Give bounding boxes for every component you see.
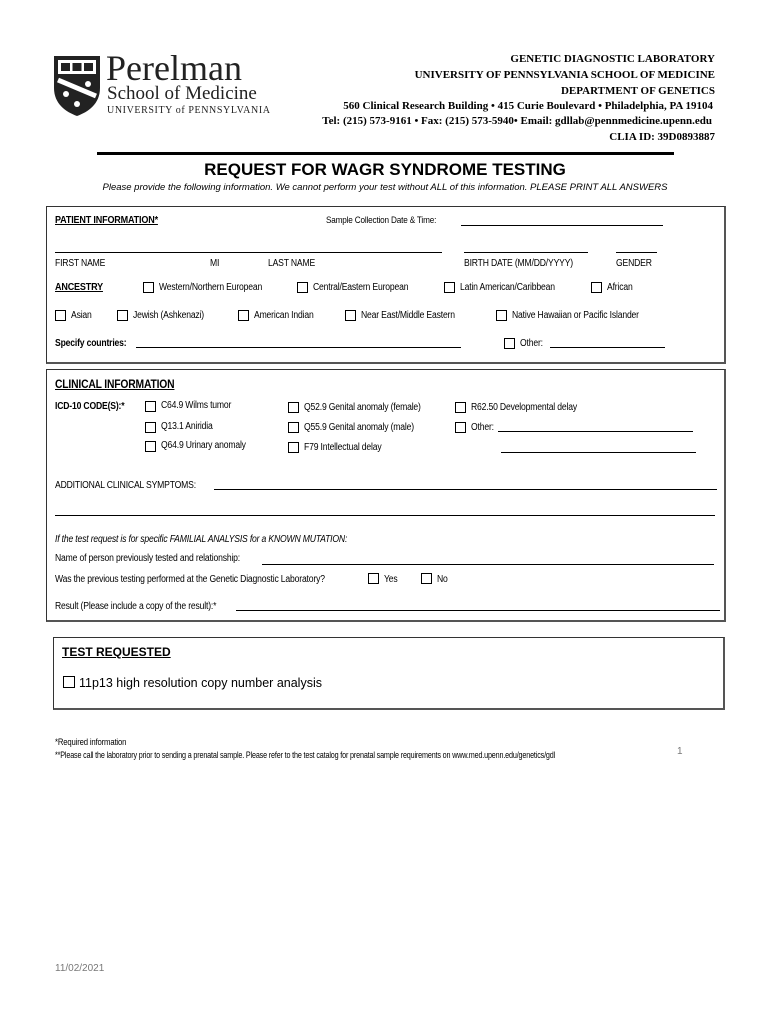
- test-option-checkbox[interactable]: [63, 676, 75, 688]
- hawaiian-label: Native Hawaiian or Pacific Islander: [512, 310, 639, 321]
- clinical-info-heading: CLINICAL INFORMATION: [55, 377, 175, 391]
- first-name-label: FIRST NAME: [55, 258, 106, 269]
- near-east-label: Near East/Middle Eastern: [361, 310, 455, 321]
- specify-countries-field[interactable]: [136, 347, 461, 348]
- sample-date-field[interactable]: [461, 225, 663, 226]
- f79-label: F79 Intellectual delay: [304, 442, 382, 453]
- western-european-label: Western/Northern European: [159, 282, 263, 293]
- name-previously-tested-label: Name of person previously tested and relationship:: [55, 553, 241, 564]
- form-instructions: Please provide the following information. We cannot perform your test without ALL of this information. PLEASE PRINT ALL ANSWERS: [102, 182, 668, 193]
- additional-symptoms-field-2[interactable]: [55, 515, 715, 516]
- patient-info-heading: PATIENT INFORMATION*: [55, 214, 158, 226]
- asian-checkbox[interactable]: [55, 310, 66, 321]
- lab-clia: CLIA ID: 39D0893887: [609, 131, 715, 143]
- c649-label: C64.9 Wilms tumor: [161, 400, 232, 411]
- central-european-checkbox[interactable]: [297, 282, 308, 293]
- birth-date-label: BIRTH DATE (MM/DD/YYYY): [464, 258, 573, 269]
- result-field[interactable]: [236, 610, 720, 611]
- lab-department: DEPARTMENT OF GENETICS: [560, 85, 715, 97]
- near-east-checkbox[interactable]: [345, 310, 356, 321]
- required-note: *Required information: [55, 737, 127, 747]
- latin-american-label: Latin American/Caribbean: [460, 282, 555, 293]
- birth-date-field[interactable]: [464, 252, 588, 253]
- c649-checkbox[interactable]: [145, 401, 156, 412]
- r6250-checkbox[interactable]: [455, 402, 466, 413]
- logo-name: Perelman: [106, 48, 242, 88]
- name-field[interactable]: [55, 252, 442, 253]
- other-code-field[interactable]: [498, 431, 693, 432]
- other-ancestry-field[interactable]: [550, 347, 665, 348]
- ancestry-heading: ANCESTRY: [55, 281, 103, 293]
- western-european-checkbox[interactable]: [143, 282, 154, 293]
- f79-checkbox[interactable]: [288, 442, 299, 453]
- yes-checkbox[interactable]: [368, 573, 379, 584]
- asian-label: Asian: [71, 310, 92, 321]
- last-name-label: LAST NAME: [268, 258, 316, 269]
- central-european-label: Central/Eastern European: [313, 282, 409, 293]
- logo-school: School of Medicine: [107, 83, 257, 104]
- q559-label: Q55.9 Genital anomaly (male): [304, 422, 414, 433]
- penn-shield-logo: [52, 54, 102, 118]
- q131-checkbox[interactable]: [145, 422, 156, 433]
- header-divider: [97, 152, 674, 155]
- yes-label: Yes: [384, 574, 398, 585]
- specify-countries-label: Specify countries:: [55, 338, 127, 349]
- r6250-label: R62.50 Developmental delay: [471, 402, 577, 413]
- american-indian-checkbox[interactable]: [238, 310, 249, 321]
- icd-label: ICD-10 CODE(S):*: [55, 401, 125, 412]
- lab-name: GENETIC DIAGNOSTIC LABORATORY: [510, 53, 715, 65]
- familial-analysis-note: If the test request is for specific FAMILIAL ANALYSIS for a KNOWN MUTATION:: [55, 534, 348, 545]
- lab-contact: Tel: (215) 573-9161 • Fax: (215) 573-5940• Email: gdllab@pennmedicine.upenn.edu: [322, 115, 712, 127]
- previous-testing-question: Was the previous testing performed at the Genetic Diagnostic Laboratory?: [55, 574, 325, 585]
- q131-label: Q13.1 Aniridia: [161, 421, 213, 432]
- other-code-label: Other:: [471, 422, 494, 433]
- other-ancestry-label: Other:: [520, 338, 543, 349]
- african-checkbox[interactable]: [591, 282, 602, 293]
- lab-university: UNIVERSITY OF PENNSYLVANIA SCHOOL OF MEDICINE: [414, 69, 715, 81]
- q529-checkbox[interactable]: [288, 402, 299, 413]
- other-code-checkbox[interactable]: [455, 422, 466, 433]
- hawaiian-checkbox[interactable]: [496, 310, 507, 321]
- other-code-field-2[interactable]: [501, 452, 696, 453]
- test-requested-heading: TEST REQUESTED: [62, 645, 171, 659]
- q649-label: Q64.9 Urinary anomaly: [161, 440, 246, 451]
- additional-symptoms-label: ADDITIONAL CLINICAL SYMPTOMS:: [55, 480, 196, 491]
- page-number: 1: [677, 746, 683, 757]
- lab-address: 560 Clinical Research Building • 415 Curie Boulevard • Philadelphia, PA 19104: [343, 100, 713, 112]
- other-ancestry-checkbox[interactable]: [504, 338, 515, 349]
- gender-field[interactable]: [616, 252, 657, 253]
- q649-checkbox[interactable]: [145, 441, 156, 452]
- logo-university: UNIVERSITY of PENNSYLVANIA: [107, 105, 271, 116]
- form-title: REQUEST FOR WAGR SYNDROME TESTING: [204, 160, 566, 179]
- sample-date-label: Sample Collection Date & Time:: [326, 215, 437, 226]
- result-label: Result (Please include a copy of the result):*: [55, 601, 217, 612]
- name-previously-tested-field[interactable]: [262, 564, 714, 565]
- footer-date: 11/02/2021: [55, 963, 105, 974]
- additional-symptoms-field[interactable]: [214, 489, 717, 490]
- prenatal-note: **Please call the laboratory prior to sending a prenatal sample. Please refer to the test catalog for prenatal sample requirements on www.med.upenn.edu/genetics/gdl: [55, 750, 556, 760]
- q529-label: Q52.9 Genital anomaly (female): [304, 402, 421, 413]
- no-label: No: [437, 574, 448, 585]
- no-checkbox[interactable]: [421, 573, 432, 584]
- gender-label: GENDER: [616, 258, 652, 269]
- african-label: African: [607, 282, 633, 293]
- american-indian-label: American Indian: [254, 310, 314, 321]
- jewish-checkbox[interactable]: [117, 310, 128, 321]
- q559-checkbox[interactable]: [288, 422, 299, 433]
- latin-american-checkbox[interactable]: [444, 282, 455, 293]
- mi-label: MI: [210, 258, 220, 269]
- jewish-label: Jewish (Ashkenazi): [133, 310, 204, 321]
- test-option-label: 11p13 high resolution copy number analysis: [79, 676, 322, 690]
